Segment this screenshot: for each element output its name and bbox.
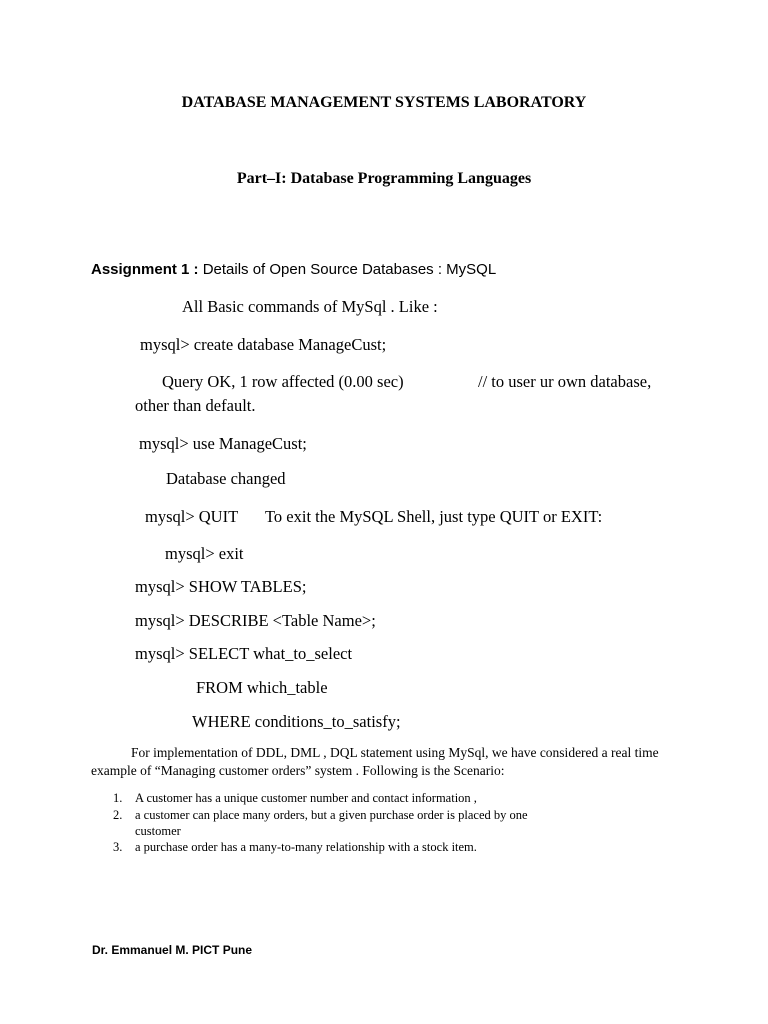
- create-db-comment-continued: other than default.: [135, 396, 256, 415]
- show-tables-command: mysql> SHOW TABLES;: [135, 577, 307, 596]
- exit-command: mysql> exit: [165, 544, 244, 563]
- create-db-command: mysql> create database ManageCust;: [140, 335, 387, 354]
- part-title: Part–I: Database Programming Languages: [236, 170, 532, 187]
- from-clause: FROM which_table: [196, 678, 328, 697]
- list-item: a purchase order has a many-to-many relationship with a stock item.: [135, 840, 477, 854]
- document-title: DATABASE MANAGEMENT SYSTEMS LABORATORY: [181, 94, 587, 111]
- assignment-description: Details of Open Source Databases : MySQL: [198, 261, 497, 278]
- select-command: mysql> SELECT what_to_select: [135, 644, 353, 663]
- create-db-comment: // to user ur own database,: [478, 372, 652, 391]
- describe-command: mysql> DESCRIBE <Table Name>;: [135, 611, 376, 630]
- assignment-heading: [91, 261, 496, 278]
- db-changed-output: Database changed: [166, 469, 286, 488]
- list-item-continued: customer: [135, 824, 181, 838]
- footer-author: Dr. Emmanuel M. PICT Pune: [92, 943, 253, 957]
- commands-intro: All Basic commands of MySql . Like :: [182, 297, 438, 316]
- assignment-label: Assignment 1 :: [91, 261, 199, 278]
- implementation-paragraph-line-1: For implementation of DDL, DML , DQL statement using MySql, we have considered a real time: [131, 745, 659, 760]
- query-ok-output: Query OK, 1 row affected (0.00 sec): [162, 372, 404, 391]
- quit-note: To exit the MySQL Shell, just type QUIT or EXIT:: [265, 507, 603, 526]
- quit-command: mysql> QUIT: [145, 507, 239, 526]
- list-item-number: 2.: [113, 808, 123, 822]
- list-item: A customer has a unique customer number and contact information ,: [135, 791, 477, 805]
- list-item-number: 3.: [113, 840, 123, 854]
- list-item-number: 1.: [113, 791, 123, 805]
- list-item: a customer can place many orders, but a given purchase order is placed by one: [135, 808, 528, 822]
- where-clause: WHERE conditions_to_satisfy;: [192, 712, 401, 731]
- use-db-command: mysql> use ManageCust;: [139, 434, 307, 453]
- implementation-paragraph-line-2: example of “Managing customer orders” system . Following is the Scenario:: [91, 763, 505, 778]
